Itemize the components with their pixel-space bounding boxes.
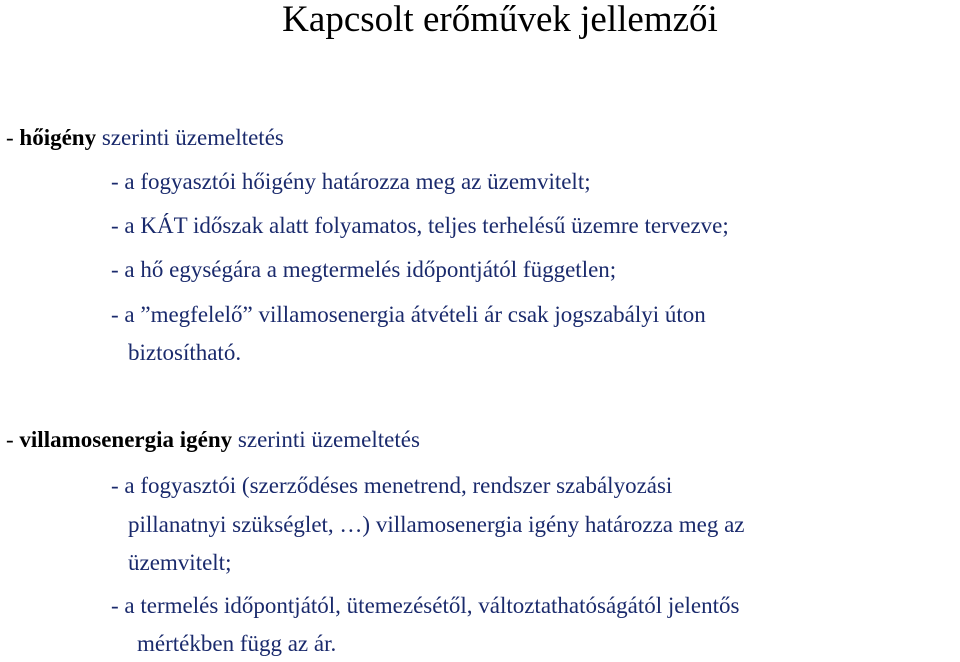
- list-item: - a termelés időpontjától, ütemezésétől, változtathatóságától jelentős: [111, 593, 740, 618]
- heading-bold: hőigény: [19, 125, 97, 150]
- heading-prefix: -: [6, 125, 20, 150]
- heading-prefix: -: [6, 427, 20, 452]
- heading-rest: szerinti üzemeltetés: [96, 125, 284, 150]
- list-item-continuation: üzemvitelt;: [128, 550, 232, 575]
- heading-bold: villamosenergia igény: [19, 427, 233, 452]
- list-item-continuation: pillanatnyi szükséglet, …) villamosenergia igény határozza meg az: [128, 512, 745, 537]
- list-item-continuation: mértékben függ az ár.: [137, 631, 337, 656]
- section-heading-hoigeny: [6, 124, 284, 152]
- list-item: - a KÁT időszak alatt folyamatos, teljes terhelésű üzemre tervezve;: [111, 213, 729, 238]
- list-item: - a hő egységára a megtermelés időpontjától független;: [111, 257, 617, 282]
- section-heading-villamosenergia: [6, 426, 420, 454]
- list-item: - a ”megfelelő” villamosenergia átvételi ár csak jogszabályi úton: [111, 302, 706, 327]
- list-item: - a fogyasztói hőigény határozza meg az üzemvitelt;: [111, 169, 591, 194]
- list-item: - a fogyasztói (szerződéses menetrend, rendszer szabályozási: [111, 473, 673, 498]
- list-item-continuation: biztosítható.: [128, 340, 242, 365]
- heading-rest: szerinti üzemeltetés: [232, 427, 420, 452]
- slide-title: Kapcsolt erőművek jellemzői: [282, 0, 718, 40]
